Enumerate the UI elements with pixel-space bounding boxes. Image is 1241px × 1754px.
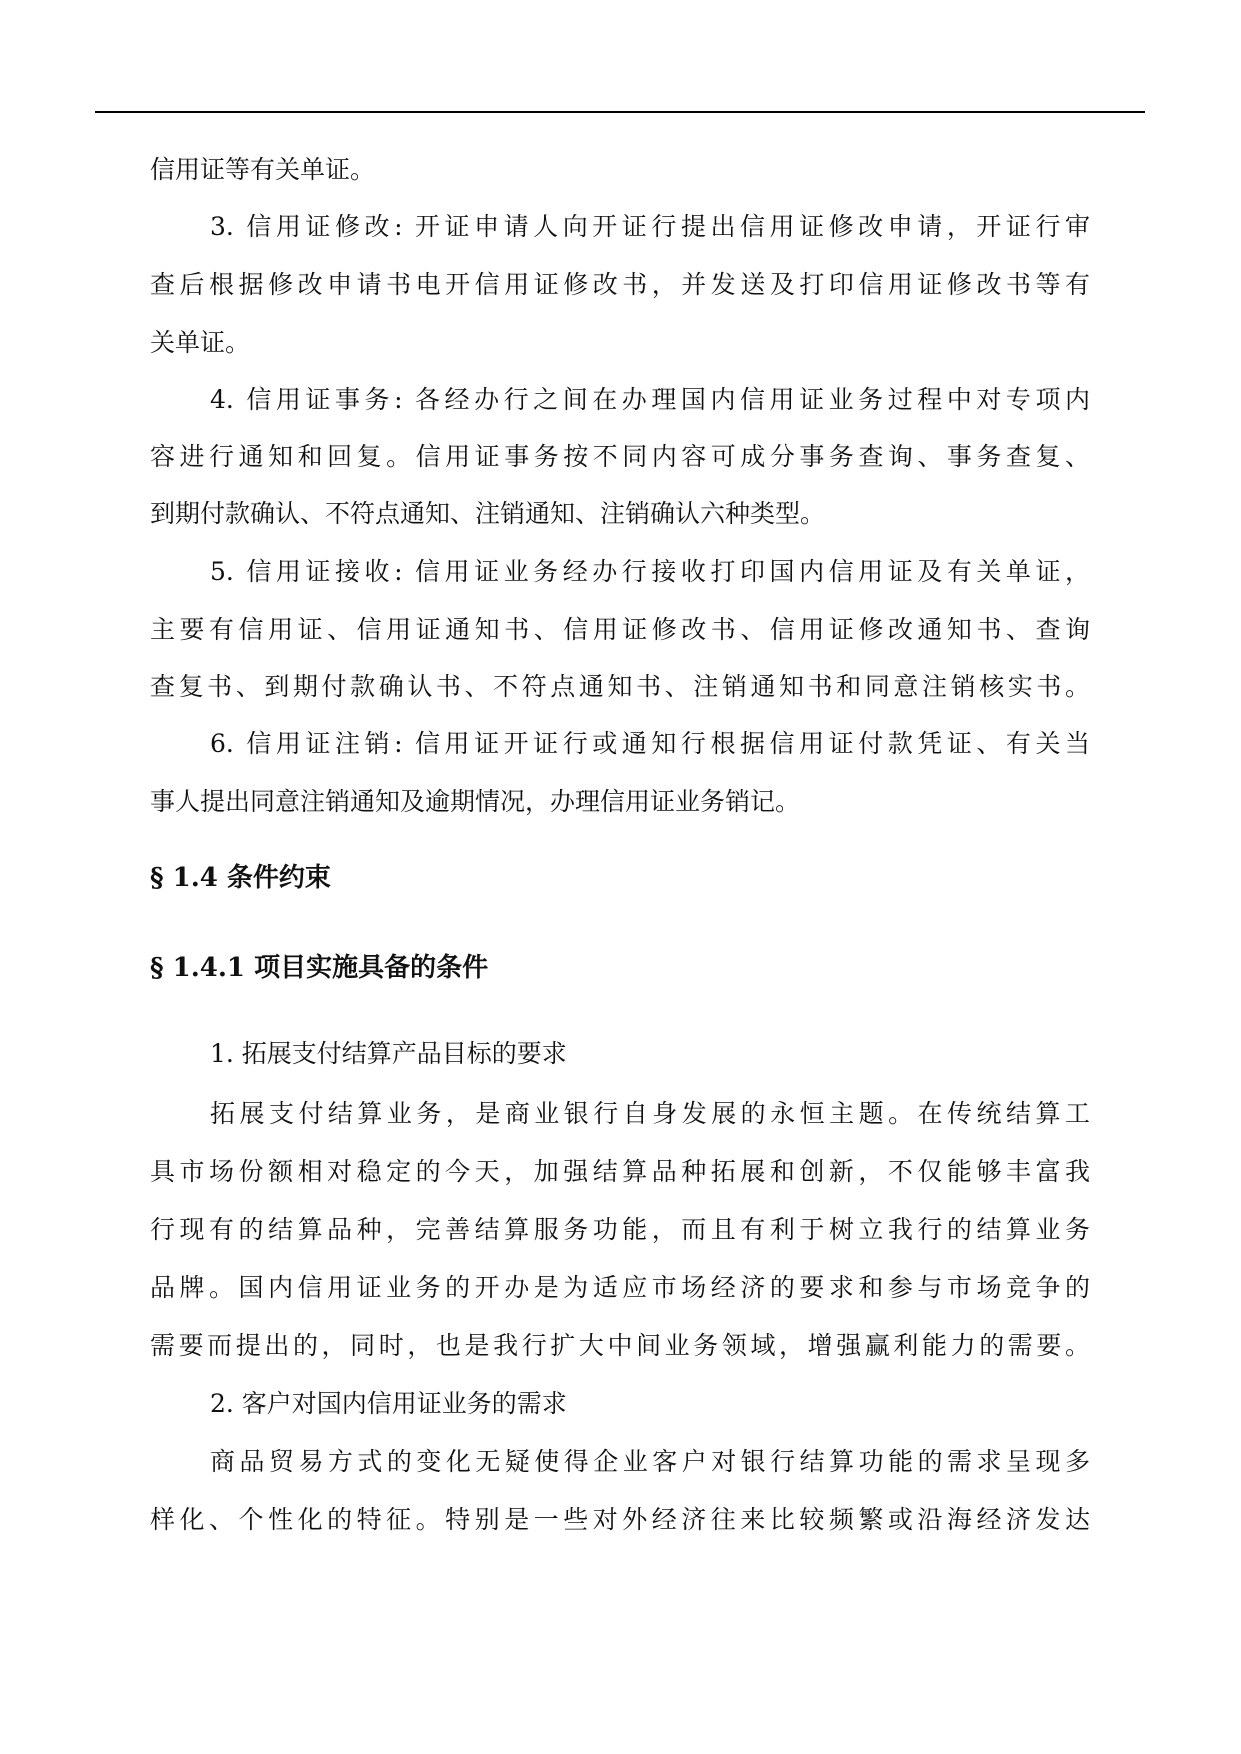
body-text-line: 到期付款确认、不符点通知、注销通知、注销确认六种类型。 <box>150 499 826 528</box>
body-text-line: 商品贸易方式的变化无疑使得企业客户对银行结算功能的需求呈现多 <box>210 1447 1090 1476</box>
list-item-4-line: 4. 信用证事务: 各经办行之间在办理国内信用证业务过程中对专项内 <box>210 385 1090 414</box>
body-text-line: 需要而提出的，同时，也是我行扩大中间业务领域，增强赢利能力的需要。 <box>150 1331 1090 1360</box>
list-item-1-title: 1. 拓展支付结算产品目标的要求 <box>210 1039 567 1068</box>
body-text-line: 事人提出同意注销通知及逾期情况，办理信用证业务销记。 <box>150 787 801 816</box>
body-text-line: 样化、个性化的特征。特别是一些对外经济往来比较频繁或沿海经济发达 <box>150 1505 1090 1534</box>
header-rule <box>95 111 1145 113</box>
body-text-line: 主要有信用证、信用证通知书、信用证修改书、信用证修改通知书、查询 <box>150 615 1090 644</box>
body-text-line: 关单证。 <box>150 328 251 357</box>
body-text-line: 行现有的结算品种，完善结算服务功能，而且有利于树立我行的结算业务 <box>150 1215 1090 1244</box>
body-text-line: 查复书、到期付款确认书、不符点通知书、注销通知书和同意注销核实书。 <box>150 672 1090 701</box>
body-text-line: 容进行通知和回复。信用证事务按不同内容可成分事务查询、事务查复、 <box>150 442 1090 471</box>
body-text-line: 品牌。国内信用证业务的开办是为适应市场经济的要求和参与市场竞争的 <box>150 1273 1090 1302</box>
subsection-heading: § 1.4.1 项目实施具备的条件 <box>150 953 489 983</box>
list-item-6-line: 6. 信用证注销: 信用证开证行或通知行根据信用证付款凭证、有关当 <box>210 729 1090 758</box>
section-heading: § 1.4 条件约束 <box>150 863 331 893</box>
body-text-line: 拓展支付结算业务，是商业银行自身发展的永恒主题。在传统结算工 <box>210 1099 1090 1128</box>
list-item-5-line: 5. 信用证接收: 信用证业务经办行接收打印国内信用证及有关单证， <box>210 557 1090 586</box>
list-item-3-line: 3. 信用证修改: 开证申请人向开证行提出信用证修改申请，开证行审 <box>210 212 1090 241</box>
body-text-line: 查后根据修改申请书电开信用证修改书，并发送及打印信用证修改书等有 <box>150 270 1090 299</box>
body-text-line: 具市场份额相对稳定的今天，加强结算品种拓展和创新，不仅能够丰富我 <box>150 1157 1090 1186</box>
body-text-line: 信用证等有关单证。 <box>150 155 376 184</box>
list-item-2-title: 2. 客户对国内信用证业务的需求 <box>210 1389 567 1418</box>
